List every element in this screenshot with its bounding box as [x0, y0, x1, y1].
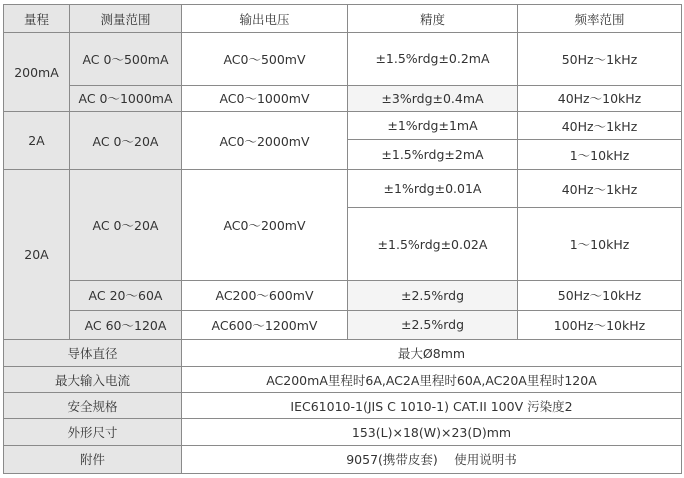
measure-cell: AC 0～1000mA	[70, 85, 182, 111]
range-cell-20a: 20A	[4, 170, 70, 339]
accuracy-cell: ±1%rdg±0.01A	[348, 170, 518, 207]
accuracy-cell: ±2.5%rdg	[348, 281, 518, 310]
spec-row	[4, 339, 682, 366]
range-cell-2a: 2A	[4, 111, 70, 169]
measure-cell: AC 0～500mA	[70, 33, 182, 85]
output-cell: AC0～200mV	[182, 170, 348, 281]
frequency-cell: 40Hz～1kHz	[518, 170, 682, 207]
table-row	[4, 170, 682, 207]
frequency-cell: 50Hz～1kHz	[518, 33, 682, 85]
spec-value: 153(L)×18(W)×23(D)mm	[182, 419, 682, 445]
header-measure-range: 测量范围	[70, 5, 182, 33]
accuracy-cell: ±1.5%rdg±0.02A	[348, 207, 518, 281]
spec-value: 最大Ø8mm	[182, 339, 682, 366]
output-cell: AC600～1200mV	[182, 310, 348, 339]
frequency-cell: 1～10kHz	[518, 140, 682, 170]
spec-label: 安全规格	[4, 393, 182, 419]
measure-cell: AC 20～60A	[70, 281, 182, 310]
table-row	[4, 281, 682, 310]
frequency-cell: 40Hz～10kHz	[518, 85, 682, 111]
range-cell-200ma: 200mA	[4, 33, 70, 112]
output-cell: AC200～600mV	[182, 281, 348, 310]
measure-cell: AC 0～20A	[70, 111, 182, 169]
measure-cell: AC 60～120A	[70, 310, 182, 339]
frequency-cell: 40Hz～1kHz	[518, 111, 682, 139]
spec-row	[4, 393, 682, 419]
output-cell: AC0～1000mV	[182, 85, 348, 111]
spec-row	[4, 445, 682, 473]
frequency-cell: 100Hz～10kHz	[518, 310, 682, 339]
spec-label: 附件	[4, 445, 182, 473]
spec-label: 外形尺寸	[4, 419, 182, 445]
header-accuracy: 精度	[348, 5, 518, 33]
spec-table	[3, 4, 682, 474]
header-row	[4, 5, 682, 33]
table-row	[4, 85, 682, 111]
accuracy-cell: ±1.5%rdg±2mA	[348, 140, 518, 170]
spec-value: AC200mA里程时6A,AC2A里程时60A,AC20A里程时120A	[182, 367, 682, 393]
measure-cell: AC 0～20A	[70, 170, 182, 281]
header-output-voltage: 输出电压	[182, 5, 348, 33]
output-cell: AC0～500mV	[182, 33, 348, 85]
frequency-cell: 50Hz～10kHz	[518, 281, 682, 310]
header-frequency: 频率范围	[518, 5, 682, 33]
accuracy-cell: ±3%rdg±0.4mA	[348, 85, 518, 111]
spec-row	[4, 419, 682, 445]
spec-value: 9057(携带皮套) 使用说明书	[182, 445, 682, 473]
spec-value: IEC61010-1(JIS C 1010-1) CAT.II 100V 污染度2	[182, 393, 682, 419]
table-row	[4, 310, 682, 339]
accuracy-cell: ±2.5%rdg	[348, 310, 518, 339]
table-row	[4, 33, 682, 85]
spec-label: 最大输入电流	[4, 367, 182, 393]
frequency-cell: 1～10kHz	[518, 207, 682, 281]
spec-label: 导体直径	[4, 339, 182, 366]
table-row	[4, 111, 682, 139]
spec-row	[4, 367, 682, 393]
header-range: 量程	[4, 5, 70, 33]
accuracy-cell: ±1.5%rdg±0.2mA	[348, 33, 518, 85]
output-cell: AC0～2000mV	[182, 111, 348, 169]
accuracy-cell: ±1%rdg±1mA	[348, 111, 518, 139]
